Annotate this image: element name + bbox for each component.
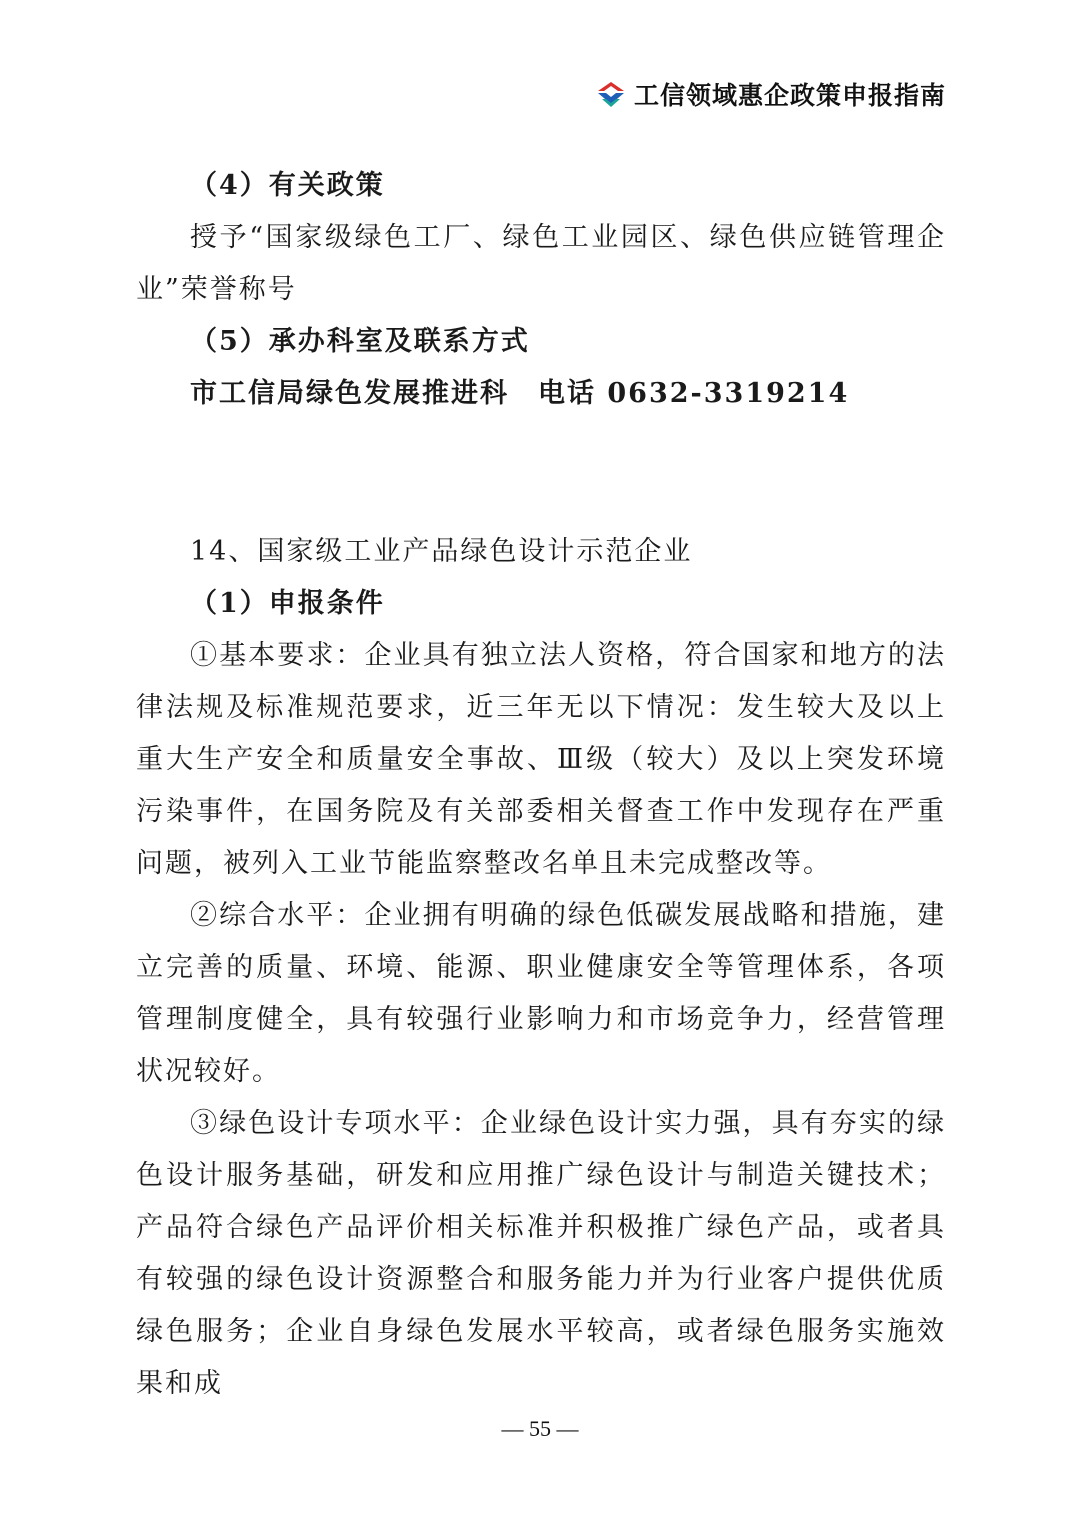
header-title: 工信领域惠企政策申报指南 [633, 81, 946, 110]
section-title-14: 14、国家级工业产品绿色设计示范企业 [190, 536, 693, 567]
logo-icon [594, 77, 628, 111]
page-header [594, 76, 946, 112]
paragraph-basic-requirements: ①基本要求：企业具有独立法人资格，符合国家和地方的法律法规及标准规范要求，近三年无以下情况：发生较大及以上重大生产安全和质量安全事故、Ⅲ级（较大）及以上突发环境污染事件，在国务院及有关部委相关督查工作中发现存在严重问题，被列入工业节能监察整改名单且未完成整改等。 [136, 640, 946, 879]
contact-line: 市工信局绿色发展推进科 电话 0632-3319214 [190, 378, 850, 409]
heading-related-policy: （4）有关政策 [190, 170, 385, 201]
heading-contact: （5）承办科室及联系方式 [190, 326, 530, 357]
page-number: — 55 — [501, 1416, 579, 1441]
paragraph-green-design-level: ③绿色设计专项水平：企业绿色设计实力强，具有夯实的绿色设计服务基础，研发和应用推广绿色设计与制造关键技术；产品符合绿色产品评价相关标准并积极推广绿色产品，或者具有较强的绿色设计资源整合和服务能力并为行业客户提供优质绿色服务；企业自身绿色发展水平较高，或者绿色服务实施效果和成 [136, 1108, 946, 1399]
section-gap [136, 420, 946, 526]
paragraph-overall-level: ②综合水平：企业拥有明确的绿色低碳发展战略和措施，建立完善的质量、环境、能源、职业健康安全等管理体系，各项管理制度健全，具有较强行业影响力和市场竞争力，经营管理状况较好。 [136, 900, 946, 1087]
heading-conditions: （1）申报条件 [190, 588, 385, 619]
document-body [136, 160, 946, 1410]
paragraph-policy-text: 授予“国家级绿色工厂、绿色工业园区、绿色供应链管理企业”荣誉称号 [136, 222, 946, 305]
